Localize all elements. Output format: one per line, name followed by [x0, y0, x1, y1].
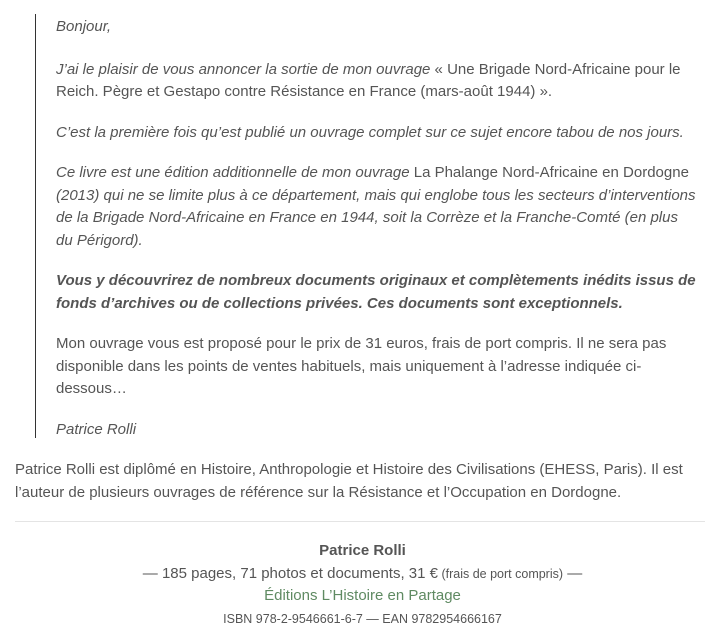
- edition-details: (2013) qui ne se limite plus à ce département, mais qui englobe tous les secteurs d’interventions de la Brigade Nord-Africaine en France en 1944, soit la Corrèze et la Franche-Comté (en plus du Périgord).: [56, 186, 696, 249]
- previous-book-title: La Phalange Nord-Africaine en Dordogne: [409, 164, 689, 181]
- author-bio: Patrice Rolli est diplômé en Histoire, Anthropologie et Histoire des Civilisations (EHESS, Paris). Il est l’auteur de plusieurs ouvrages de référence sur la Résistance et l’Occupation en Dordogne.: [15, 461, 683, 501]
- letter-blockquote: [35, 14, 696, 438]
- book-isbn: ISBN 978-2-9546661-6-7 — EAN 9782954666167: [223, 611, 502, 626]
- letter-paragraph-first-time: C’est la première fois qu’est publié un ouvrage complet sur ce sujet encore tabou de nos jours.: [56, 123, 684, 141]
- letter-paragraph-announcement: [56, 59, 696, 104]
- divider: [15, 521, 705, 522]
- announcement-intro: J’ai le plaisir de vous annoncer la sortie de mon ouvrage: [56, 60, 431, 78]
- book-title-quote: « Une Brigade Nord-Africaine pour le Reich. Pègre et Gestapo contre Résistance en France (mars-août 1944) ».: [56, 60, 681, 100]
- book-details-end: —: [563, 564, 583, 582]
- shipping-note: (frais de port compris): [438, 566, 564, 581]
- publisher-link[interactable]: Éditions L’Histoire en Partage: [264, 587, 461, 604]
- book-details-main: — 185 pages, 71 photos et documents, 31 €: [142, 564, 438, 582]
- book-author: Patrice Rolli: [319, 542, 406, 559]
- book-details: [0, 563, 725, 586]
- letter-paragraph-documents: Vous y découvrirez de nombreux documents originaux et complètements inédits issus de fonds d’archives ou de collections privées. Ces documents sont exceptionnels.: [56, 272, 696, 312]
- book-info: [0, 540, 725, 630]
- edition-intro: Ce livre est une édition additionnelle de mon ouvrage: [56, 164, 410, 181]
- letter-signature: Patrice Rolli: [56, 420, 137, 438]
- letter-greeting: Bonjour,: [56, 18, 112, 35]
- letter-paragraph-edition: [56, 162, 696, 252]
- letter-body: [56, 14, 696, 441]
- letter-paragraph-price: Mon ouvrage vous est proposé pour le prix de 31 euros, frais de port compris. Il ne sera pas disponible dans les points de ventes habituels, mais uniquement à l’adresse indiquée ci-dessous…: [56, 335, 667, 397]
